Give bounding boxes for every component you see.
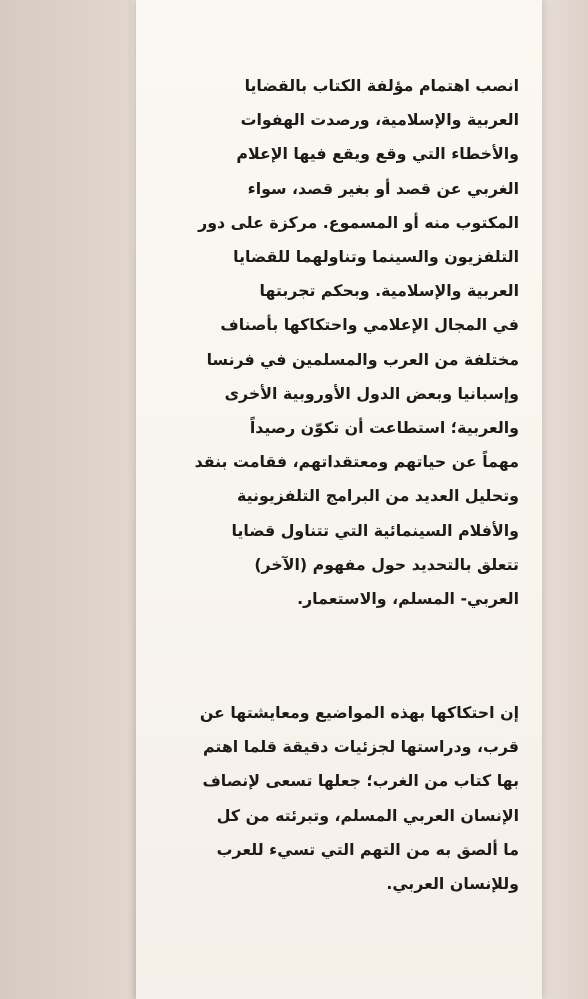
book-insert-card: [136, 0, 542, 999]
text-line: في المجال الإعلامي واحتكاكها بأصناف: [220, 315, 519, 335]
text-line: والأخطاء التي وقع ويقع فيها الإعلام: [236, 144, 519, 164]
text-line: بها كتاب من الغرب؛ جعلها تسعى لإنصاف: [202, 771, 519, 791]
text-line: العربي- المسلم، والاستعمار.: [297, 589, 519, 609]
text-line: انصب اهتمام مؤلفة الكتاب بالقضايا: [244, 76, 519, 95]
text-line: تتعلق بالتحديد حول مفهوم (الآخر): [254, 554, 519, 574]
text-line: والأفلام السينمائية التي تتناول قضايا: [231, 520, 519, 540]
text-line: مختلفة من العرب والمسلمين في فرنسا: [206, 349, 519, 369]
text-line: مهماً عن حياتهم ومعتقداتهم، فقامت بنقد: [194, 452, 519, 472]
text-line: الغربي عن قصد أو بغير قصد، سواء: [247, 178, 519, 198]
paragraph-1: [166, 69, 519, 616]
background-left: [0, 0, 132, 999]
text-line: ما ألصق به من التهم التي تسيء للعرب: [216, 839, 519, 859]
paragraph-2: [166, 696, 519, 901]
text-line: العربية والإسلامية. وبحكم تجربتها: [259, 281, 519, 301]
text-line: الإنسان العربي المسلم، وتبرئته من كل: [216, 805, 519, 825]
text-line: المكتوب منه أو المسموع. مركزة على دور: [198, 212, 519, 232]
text-line: العربية والإسلامية، ورصدت الهفوات: [240, 110, 519, 130]
text-line: التلفزيون والسينما وتناولهما للقضايا: [233, 247, 519, 267]
text-line: وتحليل العديد من البرامج التلفزيونية: [236, 486, 519, 506]
text-line: وإسبانيا وبعض الدول الأوروبية الأخرى: [224, 383, 519, 403]
text-line: والعربية؛ استطاعت أن تكوّن رصيداً: [249, 418, 519, 438]
text-line: قرب، ودراستها لجزئيات دقيقة قلما اهتم: [202, 737, 519, 757]
background-right: [542, 0, 588, 999]
text-line: إن احتكاكها بهذه المواضيع ومعايشتها عن: [199, 703, 519, 722]
text-line: وللإنسان العربي.: [386, 874, 519, 894]
